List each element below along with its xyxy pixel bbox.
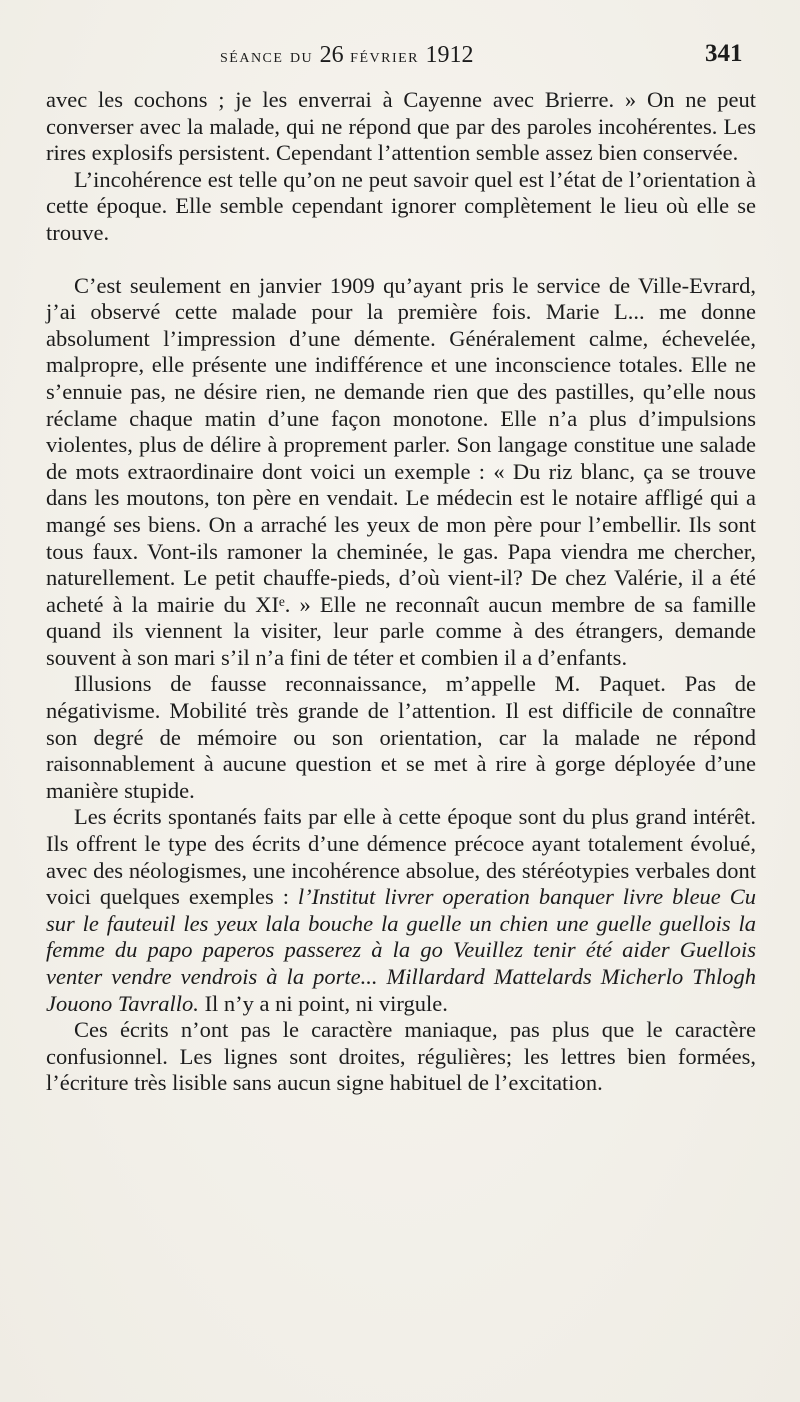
paragraph-5-text: Les écrits spontanés faits par elle à cette époque sont du plus grand intérêt. Ils offrent le type des écrits d’une démence précoce ayant totalement évolué, avec des néologismes, une incohérence absolue, des stéréotypies verbales dont voici quelques exemples : [46, 804, 756, 910]
paragraph-5 [46, 804, 756, 1017]
page-number: 341 [705, 40, 743, 67]
body-text [46, 87, 756, 1097]
paragraph-3: C’est seulement en janvier 1909 qu’ayant pris le service de Ville-Evrard, j’ai observé cette malade pour la première fois. Marie L... me donne absolument l’impression d’une démente. Généralement calme, échevelée, malpropre, elle présente une indifférence et une inconscience totales. Elle ne s’ennuie pas, ne désire rien, ne demande rien que des pastilles, qu’elle nous réclame chaque matin d’une façon monotone. Elle n’a plus d’impulsions violentes, plus de délire à proprement parler. Son langage constitue une salade de mots extraordinaire dont voici un exemple : « Du riz blanc, ça se trouve dans les moutons, ton père en vendait. Le médecin est le notaire affligé qui a mangé ses biens. On a arraché les yeux de mon père pour l’embellir. Ils sont tous faux. Vont-ils ramoner la cheminée, le gas. Papa viendra me chercher, naturellement. Le petit chauffe-pieds, d’où vient-il? De chez Valérie, il a été acheté à la mairie du XIᵉ. » Elle ne reconnaît aucun membre de sa famille quand ils viennent la visiter, leur parle comme à des étrangers, demande souvent à son mari s’il n’a fini de téter et combien il a d’enfants. [46, 272, 756, 670]
writing-sample-italic: l’Institut livrer operation banquer livre bleue Cu sur le fauteuil les yeux lala bouche la guelle un chien une guelle guellois la femme du papo paperos passerez à la go Veuillez tenir été aider Guellois venter vendre vendrois à la porte... Millardard Mattelards Micherlo Thlogh Jouono Tavrallo. [46, 884, 756, 1016]
running-title-mid: février [343, 45, 426, 67]
running-title-year: 1912 [425, 42, 474, 68]
paragraph-6: Ces écrits n’ont pas le caractère maniaque, pas plus que le caractère confusionnel. Les lignes sont droites, régulières; les lettres bien formées, l’écriture très lisible sans aucun signe habituel de l’excitation. [46, 1017, 756, 1096]
running-title-prefix: séance du [220, 45, 320, 67]
running-title [220, 42, 474, 69]
running-head [0, 40, 800, 74]
paragraph-5-tail: Il n’y a ni point, ni virgule. [198, 990, 448, 1016]
running-title-day: 26 [319, 42, 344, 68]
paragraph-4: Illusions de fausse reconnaissance, m’appelle M. Paquet. Pas de négativisme. Mobilité très grande de l’attention. Il est difficile de connaître son degré de mémoire ou son orientation, car la malade ne répond raisonnablement à aucune question et se met à rire à gorge déployée d’une manière stupide. [46, 671, 756, 803]
paragraph-1: avec les cochons ; je les enverrai à Cayenne avec Brierre. » On ne peut converser avec la malade, qui ne répond que par des paroles incohérentes. Les rires explosifs persistent. Cependant l’attention semble assez bien conservée. [46, 87, 756, 166]
paragraph-2: L’incohérence est telle qu’on ne peut savoir quel est l’état de l’orientation à cette époque. Elle semble cependant ignorer complètement le lieu où elle se trouve. [46, 166, 756, 245]
